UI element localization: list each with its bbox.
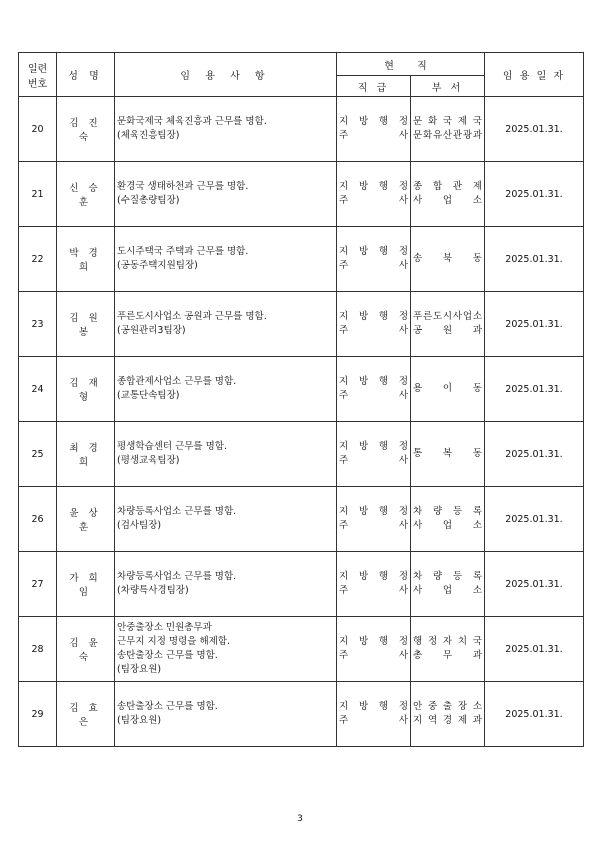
grade-line: 지 방 행 정 [339,506,408,517]
appointment-line: (공원관리3팀장) [117,325,186,336]
department-line: 공 원 과 [413,325,482,336]
appointment-line: (공동주택지원팀장) [117,260,198,271]
grade-cell [337,552,411,617]
serial-number-cell: 28 [19,617,57,682]
name-cell: 윤상훈 [57,487,115,552]
grade-line: 지 방 행 정 [339,636,408,647]
appointment-cell [115,682,337,747]
department-line: 차 량 등 록 [413,506,482,517]
serial-number-cell: 24 [19,357,57,422]
serial-number-cell: 23 [19,292,57,357]
grade-cell [337,422,411,487]
grade-line: 지 방 행 정 [339,116,408,127]
appointment-cell [115,552,337,617]
grade-line: 주 사 [339,520,408,531]
serial-number-cell: 25 [19,422,57,487]
table-row [19,552,584,617]
date-cell: 2025.01.31. [485,487,584,552]
appointment-line: 차량등록사업소 근무를 명함. [117,506,237,517]
grade-line: 주 사 [339,130,408,141]
department-line: 용 이 동 [413,383,482,394]
page-number: 3 [297,814,303,824]
grade-line: 주 사 [339,260,408,271]
department-cell [411,487,485,552]
department-line: 사 업 소 [413,195,482,206]
grade-cell [337,162,411,227]
header-grade: 직 급 [337,76,411,97]
department-cell [411,227,485,292]
department-cell [411,292,485,357]
grade-cell [337,97,411,162]
appointment-line: 차량등록사업소 근무를 명함. [117,571,237,582]
grade-cell [337,682,411,747]
appointment-line: (체육진흥팀장) [117,130,180,141]
serial-number-cell: 20 [19,97,57,162]
department-cell [411,617,485,682]
appointment-line: 환경국 생태하천과 근무를 명함. [117,181,249,192]
appointment-line: 송탄출장소 근무를 명함. [117,701,218,712]
appointment-cell [115,162,337,227]
appointment-line: 푸른도시사업소 공원과 근무를 명함. [117,311,267,322]
grade-line: 주 사 [339,715,408,726]
department-cell [411,357,485,422]
grade-line: 지 방 행 정 [339,441,408,452]
name-cell: 최경희 [57,422,115,487]
date-cell: 2025.01.31. [485,357,584,422]
header-date: 임 용 일 자 [485,53,584,97]
grade-cell [337,227,411,292]
date-cell: 2025.01.31. [485,617,584,682]
department-line: 차 량 등 록 [413,571,482,582]
department-line: 행 정 자 치 국 [413,636,482,647]
grade-line: 지 방 행 정 [339,701,408,712]
department-line: 푸 른 도 시 사 업 소 [413,311,482,322]
department-line: 종 합 관 제 [413,181,482,192]
header-serial-line2: 번호 [27,78,48,90]
grade-line: 주 사 [339,390,408,401]
table-row [19,682,584,747]
appointment-line: (차량특사경팀장) [117,585,189,596]
grade-line: 주 사 [339,195,408,206]
appointment-line: 문화국제국 체육진흥과 근무를 명함. [117,116,267,127]
appointment-line: (교통단속팀장) [117,390,180,401]
department-line: 사 업 소 [413,585,482,596]
grade-line: 주 사 [339,325,408,336]
header-appointment: 임 용 사 항 [115,53,337,97]
appointment-line: (검사팀장) [117,520,162,531]
appointment-cell [115,227,337,292]
grade-line: 지 방 행 정 [339,376,408,387]
name-cell: 김재형 [57,357,115,422]
department-line: 안 중 출 장 소 [413,701,482,712]
appointment-cell [115,97,337,162]
header-current-position: 현 직 [337,53,485,76]
grade-cell [337,292,411,357]
appointment-line: (수질총량팀장) [117,195,180,206]
table-row [19,97,584,162]
table-row [19,357,584,422]
header-serial-number [19,53,57,97]
appointment-line: (팀장요원) [117,664,162,675]
name-cell: 김원봉 [57,292,115,357]
appointment-line: (팀장요원) [117,715,162,726]
appointment-line: 송탄출장소 근무를 명함. [117,650,218,661]
header-department: 부 서 [411,76,485,97]
appointment-line: 평생학습센터 근무를 명함. [117,441,228,452]
grade-line: 주 사 [339,455,408,466]
serial-number-cell: 22 [19,227,57,292]
appointment-cell [115,487,337,552]
name-cell: 신승훈 [57,162,115,227]
department-line: 사 업 소 [413,520,482,531]
table-row [19,227,584,292]
header-name: 성 명 [57,53,115,97]
serial-number-cell: 21 [19,162,57,227]
name-cell: 김효은 [57,682,115,747]
appointment-line: 도시주택국 주택과 근무를 명함. [117,246,249,257]
table-row [19,487,584,552]
date-cell: 2025.01.31. [485,162,584,227]
table-row [19,617,584,682]
department-cell [411,162,485,227]
table-row [19,292,584,357]
serial-number-cell: 27 [19,552,57,617]
name-cell: 가희임 [57,552,115,617]
grade-cell [337,487,411,552]
date-cell: 2025.01.31. [485,682,584,747]
table-row [19,162,584,227]
table-row [19,422,584,487]
header-serial-line1: 일련 [27,63,48,75]
appointment-line: 종합관제사업소 근무를 명함. [117,376,237,387]
name-cell: 김진숙 [57,97,115,162]
grade-line: 지 방 행 정 [339,311,408,322]
date-cell: 2025.01.31. [485,422,584,487]
grade-line: 주 사 [339,585,408,596]
date-cell: 2025.01.31. [485,552,584,617]
grade-cell [337,617,411,682]
name-cell: 김윤숙 [57,617,115,682]
name-cell: 박경희 [57,227,115,292]
appointment-table [18,52,584,747]
appointment-line: (평생교육팀장) [117,455,180,466]
appointment-cell [115,357,337,422]
grade-cell [337,357,411,422]
appointment-cell [115,422,337,487]
serial-number-cell: 29 [19,682,57,747]
department-cell [411,97,485,162]
department-cell [411,552,485,617]
department-cell [411,422,485,487]
department-line: 문 화 유 산 관 광 과 [413,130,482,141]
grade-line: 주 사 [339,650,408,661]
appointment-line: 안중출장소 민원총무과 [117,622,212,633]
grade-line: 지 방 행 정 [339,181,408,192]
date-cell: 2025.01.31. [485,227,584,292]
department-cell [411,682,485,747]
date-cell: 2025.01.31. [485,292,584,357]
department-line: 문 화 국 제 국 [413,116,482,127]
appointment-cell [115,292,337,357]
department-line: 송 북 동 [413,253,482,264]
appointment-line: 근무지 지정 명령을 해제함. [117,636,231,647]
department-line: 지 역 경 제 과 [413,715,482,726]
grade-line: 지 방 행 정 [339,246,408,257]
department-line: 통 복 동 [413,448,482,459]
appointment-cell [115,617,337,682]
grade-line: 지 방 행 정 [339,571,408,582]
serial-number-cell: 26 [19,487,57,552]
department-line: 총 무 과 [413,650,482,661]
date-cell: 2025.01.31. [485,97,584,162]
